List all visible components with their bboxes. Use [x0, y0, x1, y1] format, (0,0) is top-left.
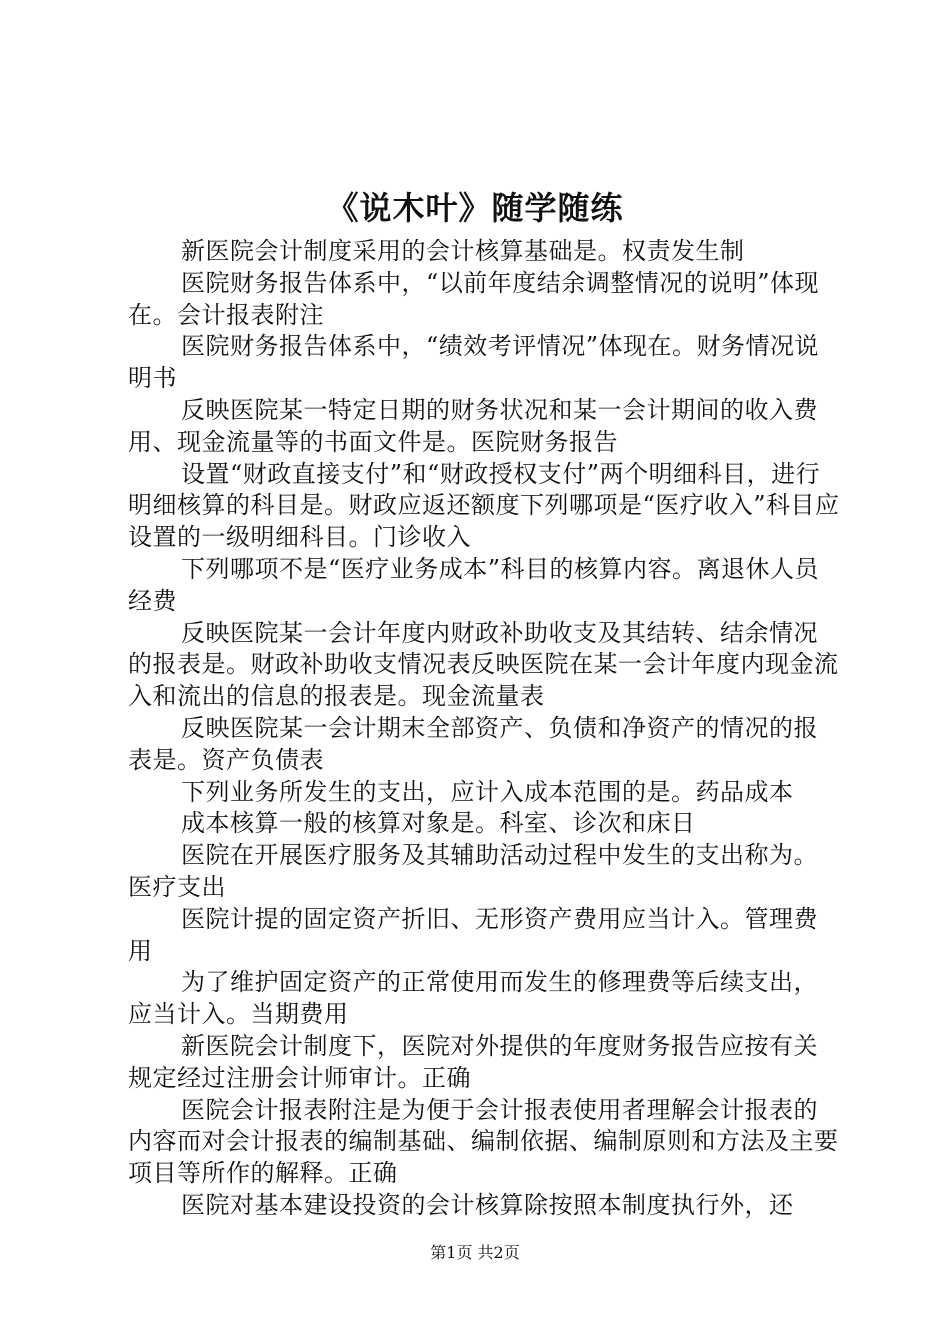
paragraph-14: 新医院会计制度下，医院对外提供的年度财务报告应按有关规定经过注册会计师审计。正确	[128, 1031, 818, 1092]
paragraph-9: 下列业务所发生的支出，应计入成本范围的是。药品成本	[181, 777, 794, 806]
paragraph-4: 反映医院某一特定日期的财务状况和某一会计期间的收入费用、现金流量等的书面文件是。医院财务报告	[128, 395, 818, 456]
paragraph-8: 反映医院某一会计期末全部资产、负债和净资产的情况的报表是。资产负债表	[128, 713, 818, 774]
paragraph-3: 医院财务报告体系中，“绩效考评情况”体现在。财务情况说明书	[128, 332, 820, 393]
paragraph-6: 下列哪项不是“医疗业务成本”科目的核算内容。离退休人员经费	[128, 554, 820, 615]
paragraph-10: 成本核算一般的核算对象是。科室、诊次和床日	[181, 809, 696, 838]
paragraph-2: 医院财务报告体系中，“以前年度结余调整情况的说明”体现在。会计报表附注	[128, 268, 820, 329]
page-number-footer: 第1页 共2页	[430, 1243, 520, 1262]
document-body	[128, 236, 840, 1222]
paragraph-13: 为了维护固定资产的正常使用而发生的修理费等后续支出，应当计入。当期费用	[128, 968, 818, 1029]
paragraph-5: 设置“财政直接支付”和“财政授权支付”两个明细科目，进行明细核算的科目是。财政应返还额度下列哪项是“医疗收入”科目应设置的一级明细科目。门诊收入	[128, 459, 840, 552]
paragraph-11: 医院在开展医疗服务及其辅助活动过程中发生的支出称为。医疗支出	[128, 841, 818, 901]
paragraph-7: 反映医院某一会计年度内财政补助收支及其结转、结余情况的报表是。财政补助收支情况表反映医院在某一会计年度内现金流入和流出的信息的报表是。现金流量表	[128, 618, 839, 711]
paragraph-1: 新医院会计制度采用的会计核算基础是。权责发生制	[181, 237, 745, 265]
paragraph-15: 医院会计报表附注是为便于会计报表使用者理解会计报表的内容而对会计报表的编制基础、编制依据、编制原则和方法及主要项目等所作的解释。正确	[128, 1095, 839, 1188]
paragraph-16: 医院对基本建设投资的会计核算除按照本制度执行外，还	[181, 1190, 794, 1219]
document-title: 《说木叶》随学随练	[326, 189, 624, 227]
paragraph-12: 医院计提的固定资产折旧、无形资产费用应当计入。管理费用	[128, 904, 818, 965]
